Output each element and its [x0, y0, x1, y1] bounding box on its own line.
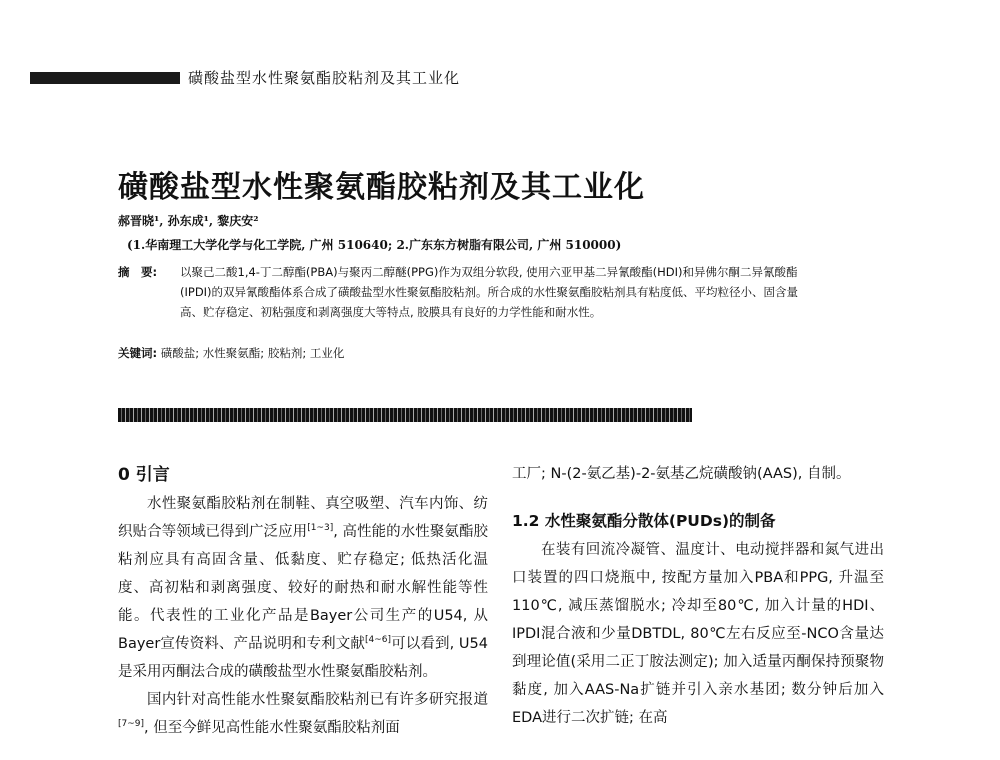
abstract: [118, 262, 800, 322]
running-head-title: 磺酸盐型水性聚氨酯胶粘剂及其工业化: [188, 69, 461, 87]
keywords: [118, 343, 800, 363]
author-affiliations: (1.华南理工大学化学与化工学院, 广州 510640; 2.广东东方树脂有限公司, 广州 510000): [127, 238, 622, 252]
article-title: 磺酸盐型水性聚氨酯胶粘剂及其工业化: [118, 170, 645, 205]
citation-7-9: [7~9]: [118, 719, 145, 730]
left-column: [118, 460, 488, 742]
intro-p1-text-a: 水性聚氨酯胶粘剂在制鞋、真空吸塑、汽车内饰、纺织贴合等领域已得到广泛应用: [118, 496, 488, 540]
header-decoration-bar: [30, 72, 180, 84]
keywords-label: 关键词:: [118, 346, 158, 360]
pud-prep-paragraph: 在装有回流冷凝管、温度计、电动搅拌器和氮气进出口装置的四口烧瓶中, 按配方量加入PBA和PPG, 升温至110℃, 减压蒸馏脱水; 冷却至80℃, 加入计量的HDI、IPDI混合液和少量DBTDL, 80℃左右反应至-NCO含量达到理论值(采用二正丁胺法测定); 加入适量丙酮保持预聚物黏度, 加入AAS-Na扩链并引入亲水基团; 数分钟后加入EDA进行二次扩链; 在高: [512, 542, 884, 726]
intro-p2-text-a: 国内针对高性能水性聚氨酯胶粘剂已有许多研究报道: [147, 692, 488, 708]
intro-paragraph-1: [118, 490, 488, 686]
intro-p2-text-b: , 但至今鲜见高性能水性聚氨酯胶粘剂面: [144, 720, 400, 736]
keywords-text: 磺酸盐; 水性聚氨酯; 胶粘剂; 工业化: [160, 346, 345, 360]
materials-continuation: 工厂; N-(2-氨乙基)-2-氨基乙烷磺酸钠(AAS), 自制。: [512, 466, 851, 482]
article-authors: 郝晋晓¹, 孙东成¹, 黎庆安²: [118, 214, 259, 228]
subsection-heading-pud-prep: 1.2 水性聚氨酯分散体(PUDs)的制备: [512, 512, 776, 530]
right-column: [512, 460, 884, 732]
citation-1-3: [1~3]: [307, 523, 334, 534]
section-heading-introduction: 0 引言: [118, 465, 170, 485]
abstract-text: 以聚己二酸1,4-丁二醇酯(PBA)与聚丙二醇醚(PPG)作为双组分软段, 使用六亚甲基二异氰酸酯(HDI)和异佛尔酮二异氰酸酯(IPDI)的双异氰酸酯体系合成了磺酸盐型水性聚氨酯胶粘剂。所合成的水性聚氨酯胶粘剂具有粘度低、平均粒径小、固含量高、贮存稳定、初粘强度和剥离强度大等特点, 胶膜具有良好的力学性能和耐水性。: [180, 265, 799, 319]
intro-p1-text-c: 可以看到, U54是采用丙酮法合成的磺酸盐型水性聚氨酯胶粘剂。: [118, 636, 488, 680]
intro-paragraph-2: [118, 686, 488, 742]
section-divider-bar: [118, 408, 692, 422]
abstract-label: 摘 要:: [118, 265, 158, 279]
intro-p1-text-b: , 高性能的水性聚氨酯胶粘剂应具有高固含量、低黏度、贮存稳定; 低热活化温度、高初粘和剥离强度、较好的耐热和耐水解性能等性能。代表性的工业化产品是Bayer公司生产的U54, 从Bayer宣传资料、产品说明和专利文献: [118, 524, 489, 652]
citation-4-6: [4~6]: [365, 635, 392, 646]
